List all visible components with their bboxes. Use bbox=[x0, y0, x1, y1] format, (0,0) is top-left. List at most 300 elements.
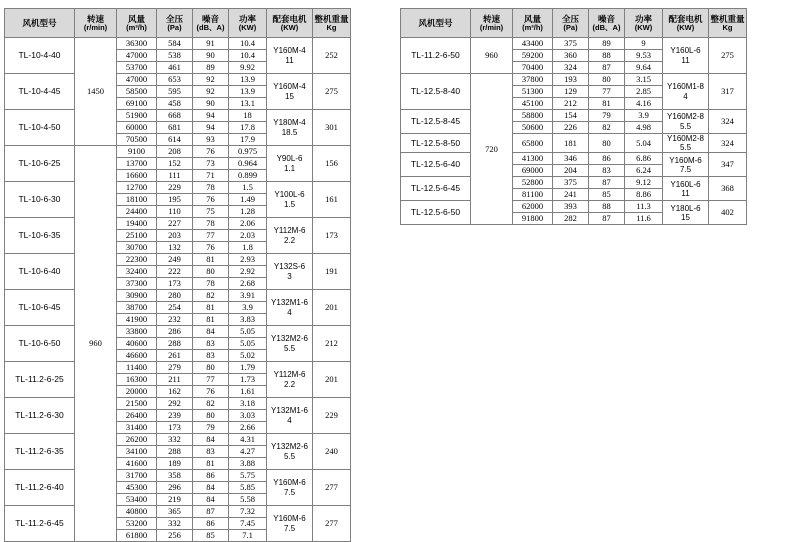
pressure-cell: 189 bbox=[157, 458, 193, 470]
motor-power: 1.1 bbox=[283, 163, 296, 173]
noise-cell: 79 bbox=[589, 110, 625, 122]
flow-cell: 41600 bbox=[117, 458, 157, 470]
noise-cell: 71 bbox=[193, 170, 229, 182]
pressure-cell: 193 bbox=[553, 74, 589, 86]
fan-spec-table-right bbox=[400, 8, 747, 225]
noise-cell: 87 bbox=[589, 62, 625, 74]
flow-cell: 34100 bbox=[117, 446, 157, 458]
pressure-cell: 162 bbox=[157, 386, 193, 398]
motor-cell bbox=[267, 398, 313, 434]
flow-cell: 16600 bbox=[117, 170, 157, 182]
weight-cell: 347 bbox=[709, 153, 747, 177]
motor-model: Y160L-6 bbox=[670, 179, 701, 189]
noise-cell: 91 bbox=[193, 38, 229, 50]
rpm-cell: 960 bbox=[471, 38, 513, 74]
motor-model: Y90L-6 bbox=[276, 154, 303, 164]
noise-cell: 78 bbox=[193, 182, 229, 194]
pressure-cell: 203 bbox=[157, 230, 193, 242]
noise-cell: 87 bbox=[589, 177, 625, 189]
pressure-cell: 111 bbox=[157, 170, 193, 182]
weight-cell: 229 bbox=[313, 398, 351, 434]
fan-model-cell: TL-11.2-6-25 bbox=[5, 362, 75, 398]
pressure-cell: 280 bbox=[157, 290, 193, 302]
power-cell: 3.9 bbox=[229, 302, 267, 314]
pressure-cell: 173 bbox=[157, 422, 193, 434]
weight-cell: 324 bbox=[709, 110, 747, 134]
flow-cell: 31400 bbox=[117, 422, 157, 434]
weight-cell: 173 bbox=[313, 218, 351, 254]
motor-power: 18.5 bbox=[281, 127, 298, 137]
flow-cell: 69100 bbox=[117, 98, 157, 110]
rpm-cell: 960 bbox=[75, 146, 117, 542]
noise-cell: 76 bbox=[193, 194, 229, 206]
motor-model: Y100L-6 bbox=[274, 190, 305, 200]
motor-cell bbox=[267, 506, 313, 542]
motor-cell bbox=[267, 146, 313, 182]
flow-cell: 19400 bbox=[117, 218, 157, 230]
weight-cell: 156 bbox=[313, 146, 351, 182]
power-cell: 10.4 bbox=[229, 38, 267, 50]
power-cell: 17.8 bbox=[229, 122, 267, 134]
fan-model-cell: TL-12.5-8-50 bbox=[401, 134, 471, 153]
weight-cell: 161 bbox=[313, 182, 351, 218]
pressure-cell: 681 bbox=[157, 122, 193, 134]
fan-model-cell: TL-11.2-6-30 bbox=[5, 398, 75, 434]
pressure-cell: 212 bbox=[553, 98, 589, 110]
pressure-cell: 668 bbox=[157, 110, 193, 122]
noise-cell: 85 bbox=[589, 189, 625, 201]
column-header-label: 整机重量 bbox=[314, 13, 349, 24]
motor-model: Y132M1-6 bbox=[271, 298, 308, 308]
column-header-label: 配套电机 bbox=[668, 13, 703, 24]
power-cell: 5.75 bbox=[229, 470, 267, 482]
power-cell: 3.15 bbox=[625, 74, 663, 86]
power-cell: 11.6 bbox=[625, 213, 663, 225]
pressure-cell: 595 bbox=[157, 86, 193, 98]
column-header-unit: (KW) bbox=[238, 22, 257, 32]
table-row bbox=[5, 254, 351, 266]
noise-cell: 76 bbox=[193, 146, 229, 158]
motor-cell bbox=[267, 362, 313, 398]
pressure-cell: 195 bbox=[157, 194, 193, 206]
motor-model: Y160L-6 bbox=[670, 46, 701, 56]
power-cell: 2.66 bbox=[229, 422, 267, 434]
flow-cell: 36300 bbox=[117, 38, 157, 50]
column-header-unit: (m³/h) bbox=[522, 22, 543, 32]
weight-cell: 191 bbox=[313, 254, 351, 290]
column-header-label: 功率 bbox=[634, 13, 652, 24]
motor-power: 1.5 bbox=[283, 199, 296, 209]
motor-power: 11 bbox=[681, 188, 690, 198]
motor-cell bbox=[663, 74, 709, 110]
pressure-cell: 324 bbox=[553, 62, 589, 74]
table-row bbox=[5, 290, 351, 302]
pressure-cell: 332 bbox=[157, 518, 193, 530]
motor-cell bbox=[267, 434, 313, 470]
flow-cell: 53400 bbox=[117, 494, 157, 506]
table-row bbox=[401, 110, 747, 122]
flow-cell: 37300 bbox=[117, 278, 157, 290]
power-cell: 9.64 bbox=[625, 62, 663, 74]
pressure-cell: 346 bbox=[553, 153, 589, 165]
flow-cell: 11400 bbox=[117, 362, 157, 374]
noise-cell: 86 bbox=[193, 518, 229, 530]
weight-cell: 252 bbox=[313, 38, 351, 74]
motor-cell bbox=[663, 38, 709, 74]
flow-cell: 16300 bbox=[117, 374, 157, 386]
column-header-noise bbox=[193, 9, 229, 38]
motor-model: Y132M1-6 bbox=[271, 406, 308, 416]
column-header-unit: (r/min) bbox=[83, 22, 108, 32]
column-header-pressure bbox=[157, 9, 193, 38]
column-header-power bbox=[625, 9, 663, 38]
pressure-cell: 241 bbox=[553, 189, 589, 201]
column-header-unit: (Pa) bbox=[563, 22, 578, 32]
flow-cell: 30700 bbox=[117, 242, 157, 254]
flow-cell: 70500 bbox=[117, 134, 157, 146]
column-header-weight bbox=[709, 9, 747, 38]
power-cell: 3.83 bbox=[229, 314, 267, 326]
pressure-cell: 538 bbox=[157, 50, 193, 62]
table-row bbox=[5, 326, 351, 338]
noise-cell: 88 bbox=[589, 50, 625, 62]
column-header-weight bbox=[313, 9, 351, 38]
power-cell: 1.49 bbox=[229, 194, 267, 206]
noise-cell: 79 bbox=[193, 422, 229, 434]
motor-cell bbox=[267, 110, 313, 146]
motor-model: Y160M-4 bbox=[273, 46, 306, 56]
motor-model: Y160M2-8 bbox=[667, 134, 704, 143]
column-header-motor bbox=[267, 9, 313, 38]
noise-cell: 77 bbox=[193, 230, 229, 242]
noise-cell: 92 bbox=[193, 74, 229, 86]
power-cell: 7.45 bbox=[229, 518, 267, 530]
column-header-label: 全压 bbox=[561, 13, 579, 24]
table-row bbox=[5, 470, 351, 482]
fan-model-cell: TL-12.5-6-40 bbox=[401, 153, 471, 177]
power-cell: 9.53 bbox=[625, 50, 663, 62]
table-row bbox=[401, 38, 747, 50]
power-cell: 2.06 bbox=[229, 218, 267, 230]
noise-cell: 89 bbox=[589, 38, 625, 50]
noise-cell: 84 bbox=[193, 434, 229, 446]
pressure-cell: 282 bbox=[553, 213, 589, 225]
pressure-cell: 239 bbox=[157, 410, 193, 422]
weight-cell: 275 bbox=[709, 38, 747, 74]
pressure-cell: 393 bbox=[553, 201, 589, 213]
pressure-cell: 219 bbox=[157, 494, 193, 506]
weight-cell: 324 bbox=[709, 134, 747, 153]
column-header-rpm bbox=[471, 9, 513, 38]
motor-model: Y112M-6 bbox=[273, 370, 306, 380]
pressure-cell: 288 bbox=[157, 338, 193, 350]
noise-cell: 80 bbox=[193, 410, 229, 422]
flow-cell: 52800 bbox=[513, 177, 553, 189]
noise-cell: 89 bbox=[193, 62, 229, 74]
power-cell: 5.58 bbox=[229, 494, 267, 506]
motor-power: 5.5 bbox=[283, 451, 296, 461]
motor-cell bbox=[663, 201, 709, 225]
flow-cell: 53200 bbox=[117, 518, 157, 530]
power-cell: 0.899 bbox=[229, 170, 267, 182]
column-header-label: 整机重量 bbox=[710, 13, 745, 24]
power-cell: 3.9 bbox=[625, 110, 663, 122]
column-header-power bbox=[229, 9, 267, 38]
table-row bbox=[401, 74, 747, 86]
flow-cell: 32400 bbox=[117, 266, 157, 278]
motor-cell bbox=[663, 110, 709, 134]
motor-model: Y160M-6 bbox=[669, 155, 702, 165]
flow-cell: 18100 bbox=[117, 194, 157, 206]
motor-power: 11 bbox=[285, 55, 294, 65]
fan-model-cell: TL-10-4-45 bbox=[5, 74, 75, 110]
fan-model-cell: TL-11.2-6-45 bbox=[5, 506, 75, 542]
motor-model: Y160M2-8 bbox=[667, 112, 704, 122]
motor-model: Y160M-4 bbox=[273, 82, 306, 92]
motor-model: Y160M-6 bbox=[273, 514, 306, 524]
power-cell: 10.4 bbox=[229, 50, 267, 62]
power-cell: 6.86 bbox=[625, 153, 663, 165]
flow-cell: 25100 bbox=[117, 230, 157, 242]
noise-cell: 94 bbox=[193, 110, 229, 122]
table-row bbox=[5, 398, 351, 410]
column-header-flow bbox=[117, 9, 157, 38]
motor-power: 4 bbox=[287, 307, 292, 317]
power-cell: 17.9 bbox=[229, 134, 267, 146]
flow-cell: 60000 bbox=[117, 122, 157, 134]
power-cell: 3.03 bbox=[229, 410, 267, 422]
pressure-cell: 110 bbox=[157, 206, 193, 218]
fan-model-cell: TL-12.5-8-45 bbox=[401, 110, 471, 134]
motor-model: Y180L-6 bbox=[670, 203, 701, 213]
pressure-cell: 173 bbox=[157, 278, 193, 290]
noise-cell: 83 bbox=[193, 338, 229, 350]
column-header-motor bbox=[663, 9, 709, 38]
pressure-cell: 211 bbox=[157, 374, 193, 386]
column-header-label: 噪音 bbox=[201, 13, 219, 24]
noise-cell: 88 bbox=[589, 201, 625, 213]
column-header-unit: (dB、A) bbox=[592, 22, 621, 32]
power-cell: 1.8 bbox=[229, 242, 267, 254]
noise-cell: 77 bbox=[589, 86, 625, 98]
noise-cell: 90 bbox=[193, 98, 229, 110]
column-header-label: 全压 bbox=[165, 13, 183, 24]
noise-cell: 84 bbox=[193, 482, 229, 494]
fan-model-cell: TL-10-6-30 bbox=[5, 182, 75, 218]
column-header-unit: Kg bbox=[722, 22, 733, 32]
power-cell: 2.68 bbox=[229, 278, 267, 290]
pressure-cell: 288 bbox=[157, 446, 193, 458]
power-cell: 7.1 bbox=[229, 530, 267, 542]
noise-cell: 78 bbox=[193, 218, 229, 230]
motor-power: 15 bbox=[285, 91, 294, 101]
pressure-cell: 129 bbox=[553, 86, 589, 98]
noise-cell: 81 bbox=[193, 302, 229, 314]
column-header-noise bbox=[589, 9, 625, 38]
noise-cell: 93 bbox=[193, 134, 229, 146]
flow-cell: 12700 bbox=[117, 182, 157, 194]
table-row bbox=[5, 362, 351, 374]
motor-power: 4 bbox=[683, 91, 688, 101]
weight-cell: 277 bbox=[313, 506, 351, 542]
column-header-pressure bbox=[553, 9, 589, 38]
pressure-cell: 584 bbox=[157, 38, 193, 50]
flow-cell: 26200 bbox=[117, 434, 157, 446]
fan-model-cell: TL-10-4-40 bbox=[5, 38, 75, 74]
noise-cell: 81 bbox=[193, 314, 229, 326]
fan-model-cell: TL-12.5-8-40 bbox=[401, 74, 471, 110]
column-header-label: 转速 bbox=[86, 13, 104, 24]
pressure-cell: 254 bbox=[157, 302, 193, 314]
table-row bbox=[5, 506, 351, 518]
table-row bbox=[5, 182, 351, 194]
fan-model-cell: TL-10-6-25 bbox=[5, 146, 75, 182]
noise-cell: 83 bbox=[193, 446, 229, 458]
fan-model-cell: TL-10-6-40 bbox=[5, 254, 75, 290]
table-row bbox=[401, 134, 747, 153]
flow-cell: 21500 bbox=[117, 398, 157, 410]
column-header-unit: (KW) bbox=[676, 22, 695, 32]
noise-cell: 87 bbox=[589, 213, 625, 225]
fan-model-cell: TL-10-6-50 bbox=[5, 326, 75, 362]
weight-cell: 240 bbox=[313, 434, 351, 470]
pressure-cell: 229 bbox=[157, 182, 193, 194]
motor-cell bbox=[663, 177, 709, 201]
noise-cell: 81 bbox=[193, 254, 229, 266]
noise-cell: 83 bbox=[193, 350, 229, 362]
pressure-cell: 358 bbox=[157, 470, 193, 482]
noise-cell: 78 bbox=[193, 278, 229, 290]
fan-model-cell: TL-11.2-6-40 bbox=[5, 470, 75, 506]
power-cell: 5.02 bbox=[229, 350, 267, 362]
power-cell: 1.61 bbox=[229, 386, 267, 398]
flow-cell: 45100 bbox=[513, 98, 553, 110]
flow-cell: 33800 bbox=[117, 326, 157, 338]
pressure-cell: 226 bbox=[553, 122, 589, 134]
column-header-unit: (KW) bbox=[280, 22, 299, 32]
rpm-cell: 720 bbox=[471, 74, 513, 225]
motor-cell bbox=[267, 74, 313, 110]
pressure-cell: 204 bbox=[553, 165, 589, 177]
flow-cell: 43400 bbox=[513, 38, 553, 50]
pressure-cell: 222 bbox=[157, 266, 193, 278]
power-cell: 1.28 bbox=[229, 206, 267, 218]
noise-cell: 80 bbox=[193, 266, 229, 278]
motor-cell bbox=[267, 470, 313, 506]
noise-cell: 81 bbox=[589, 98, 625, 110]
fan-model-cell: TL-10-6-35 bbox=[5, 218, 75, 254]
fan-model-cell: TL-11.2-6-35 bbox=[5, 434, 75, 470]
motor-power: 7.5 bbox=[679, 164, 692, 174]
motor-model: Y160M1-8 bbox=[667, 82, 704, 92]
weight-cell: 212 bbox=[313, 326, 351, 362]
motor-power: 7.5 bbox=[283, 487, 296, 497]
power-cell: 7.32 bbox=[229, 506, 267, 518]
pressure-cell: 461 bbox=[157, 62, 193, 74]
column-header-label: 风机型号 bbox=[22, 17, 57, 28]
column-header-unit: (m³/h) bbox=[126, 22, 147, 32]
power-cell: 13.1 bbox=[229, 98, 267, 110]
table-row bbox=[5, 218, 351, 230]
power-cell: 5.04 bbox=[625, 134, 663, 153]
table-row bbox=[5, 110, 351, 122]
flow-cell: 91800 bbox=[513, 213, 553, 225]
flow-cell: 40600 bbox=[117, 338, 157, 350]
power-cell: 4.31 bbox=[229, 434, 267, 446]
motor-model: Y180M-4 bbox=[273, 118, 306, 128]
noise-cell: 84 bbox=[193, 494, 229, 506]
noise-cell: 76 bbox=[193, 242, 229, 254]
pressure-cell: 375 bbox=[553, 38, 589, 50]
noise-cell: 82 bbox=[589, 122, 625, 134]
table-row bbox=[5, 38, 351, 50]
pressure-cell: 181 bbox=[553, 134, 589, 153]
power-cell: 2.03 bbox=[229, 230, 267, 242]
pressure-cell: 292 bbox=[157, 398, 193, 410]
column-header-unit: (Pa) bbox=[167, 22, 182, 32]
flow-cell: 61800 bbox=[117, 530, 157, 542]
column-header-model bbox=[5, 9, 75, 38]
flow-cell: 22300 bbox=[117, 254, 157, 266]
column-header-label: 噪音 bbox=[597, 13, 615, 24]
pressure-cell: 653 bbox=[157, 74, 193, 86]
noise-cell: 73 bbox=[193, 158, 229, 170]
fan-model-cell: TL-12.5-6-45 bbox=[401, 177, 471, 201]
pressure-cell: 360 bbox=[553, 50, 589, 62]
motor-power: 5.5 bbox=[283, 343, 296, 353]
weight-cell: 317 bbox=[709, 74, 747, 110]
motor-cell bbox=[267, 290, 313, 326]
flow-cell: 45300 bbox=[117, 482, 157, 494]
flow-cell: 53700 bbox=[117, 62, 157, 74]
pressure-cell: 249 bbox=[157, 254, 193, 266]
power-cell: 18 bbox=[229, 110, 267, 122]
column-header-rpm bbox=[75, 9, 117, 38]
table-row bbox=[401, 177, 747, 189]
noise-cell: 82 bbox=[193, 398, 229, 410]
power-cell: 2.92 bbox=[229, 266, 267, 278]
flow-cell: 50600 bbox=[513, 122, 553, 134]
motor-power: 5.5 bbox=[679, 121, 692, 131]
pressure-cell: 232 bbox=[157, 314, 193, 326]
motor-cell bbox=[267, 182, 313, 218]
motor-power: 15 bbox=[681, 212, 690, 222]
flow-cell: 51900 bbox=[117, 110, 157, 122]
power-cell: 3.91 bbox=[229, 290, 267, 302]
column-header-unit: (r/min) bbox=[479, 22, 504, 32]
noise-cell: 92 bbox=[193, 86, 229, 98]
noise-cell: 76 bbox=[193, 386, 229, 398]
power-cell: 9.12 bbox=[625, 177, 663, 189]
column-header-label: 风机型号 bbox=[418, 17, 453, 28]
power-cell: 0.964 bbox=[229, 158, 267, 170]
pressure-cell: 332 bbox=[157, 434, 193, 446]
pressure-cell: 279 bbox=[157, 362, 193, 374]
motor-power: 2.2 bbox=[283, 379, 296, 389]
table-row bbox=[5, 146, 351, 158]
noise-cell: 90 bbox=[193, 50, 229, 62]
flow-cell: 40800 bbox=[117, 506, 157, 518]
power-cell: 9 bbox=[625, 38, 663, 50]
flow-cell: 62000 bbox=[513, 201, 553, 213]
noise-cell: 86 bbox=[589, 153, 625, 165]
table-header-row bbox=[401, 9, 747, 38]
flow-cell: 30900 bbox=[117, 290, 157, 302]
noise-cell: 87 bbox=[193, 506, 229, 518]
fan-model-cell: TL-10-6-45 bbox=[5, 290, 75, 326]
flow-cell: 58800 bbox=[513, 110, 553, 122]
noise-cell: 81 bbox=[193, 458, 229, 470]
